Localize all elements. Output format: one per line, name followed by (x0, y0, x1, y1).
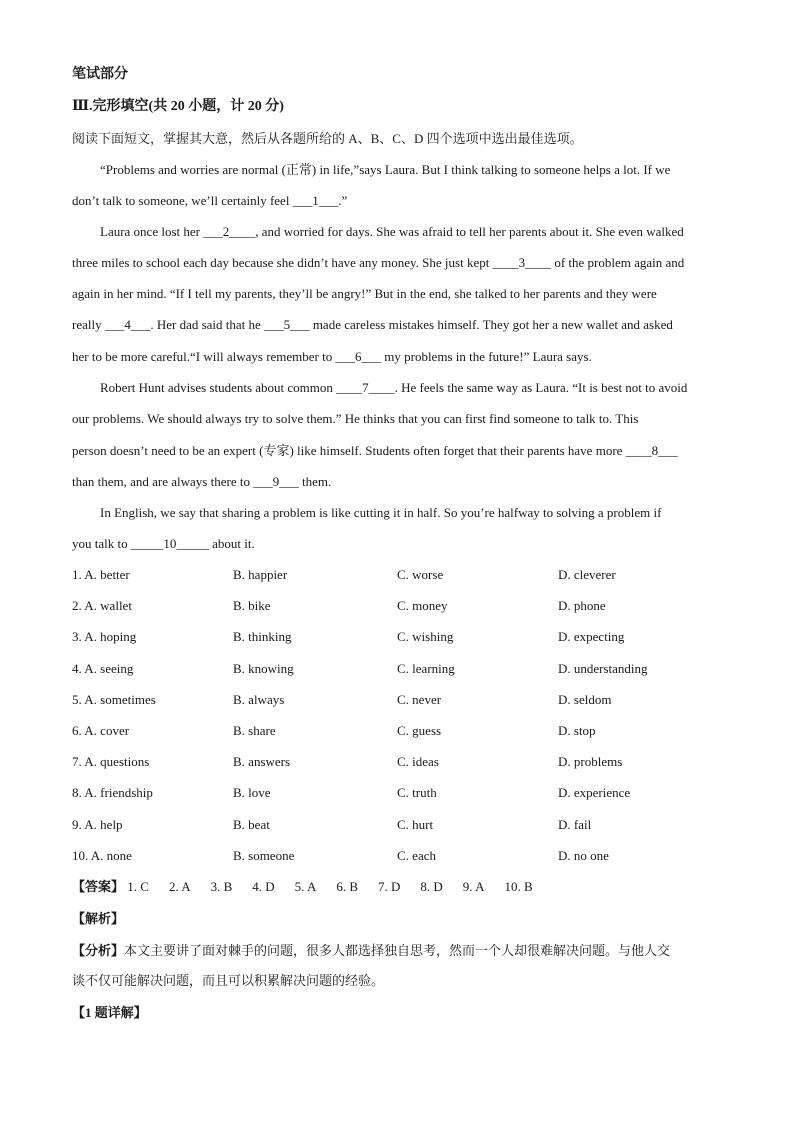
option-3-b[interactable]: B. thinking (233, 629, 292, 645)
option-1-c[interactable]: C. worse (397, 567, 444, 582)
passage-text: than them, and are always there to (72, 474, 254, 489)
option-1-d[interactable]: D. cleverer (558, 567, 616, 582)
option-6-c[interactable]: C. guess (397, 723, 442, 738)
option-10-d[interactable]: D. no one (558, 847, 609, 863)
option-9-d[interactable]: D. fail (558, 816, 592, 832)
option-2-c[interactable]: C. money (397, 598, 448, 614)
passage-text: person doesn’t need to be an expert (专家) like himself. Students often forget that their parents have more (72, 443, 626, 458)
passage-line (72, 285, 657, 303)
option-8-d[interactable]: D. experience (558, 785, 631, 801)
option-6-b[interactable]: B. share (233, 723, 276, 738)
passage-text: . Her dad said that he (150, 317, 265, 332)
answer-item: 7. D (378, 879, 401, 894)
option-5-a[interactable]: 5. A. sometimes (72, 691, 156, 707)
option-8-c[interactable]: C. truth (397, 785, 437, 801)
answer-item: 4. D (252, 879, 275, 894)
option-7-d[interactable]: D. problems (558, 754, 623, 770)
option-5-d[interactable]: D. seldom (558, 691, 612, 707)
passage-text: , and worried for days. She was afraid to tell her parents about it. She even walked (255, 224, 684, 239)
passage-text: .” (338, 193, 348, 208)
option-2-a[interactable]: 2. A. wallet (72, 598, 132, 614)
passage-line (72, 410, 638, 428)
option-5-c[interactable]: C. never (397, 691, 442, 707)
option-6-a[interactable]: 6. A. cover (72, 723, 130, 738)
section-title: 笔试部分 (72, 67, 128, 82)
analysis-text-1: 本文主要讲了面对棘手的问题，很多人都选择独自思考，然而一个人却很难解决问题。与他人交 (124, 943, 671, 958)
passage-line (72, 473, 331, 491)
answer-item: 8. D (420, 879, 443, 894)
option-7-a[interactable]: 7. A. questions (72, 754, 150, 770)
passage-line (100, 379, 687, 397)
passage-text: you talk to (72, 536, 131, 551)
analysis-line-1 (72, 942, 670, 960)
passage-line (72, 316, 673, 334)
passage-text: made careless mistakes himself. They got her a new wallet and asked (309, 317, 673, 332)
option-4-d[interactable]: D. understanding (558, 660, 648, 676)
blank-field[interactable]: ____7____ (336, 380, 395, 395)
blank-field[interactable]: ___9___ (253, 474, 299, 489)
answer-item: 6. B (336, 879, 359, 894)
option-9-a[interactable]: 9. A. help (72, 816, 123, 832)
passage-text: “Problems and worries are normal (正常) in life,”says Laura. But I think talking to someone helps a lot. If we (100, 162, 671, 177)
option-1-b[interactable]: B. happier (233, 567, 288, 582)
option-10-b[interactable]: B. someone (233, 847, 295, 863)
passage-text: really (72, 317, 105, 332)
option-9-b[interactable]: B. beat (233, 816, 270, 832)
passage-text: . He feels the same way as Laura. “It is best not to avoid (394, 380, 688, 395)
passage-text: our problems. We should always try to solve them.” He thinks that you can first find someone to talk to. This (72, 411, 639, 426)
passage-text: In English, we say that sharing a problem is like cutting it in half. So you’re halfway to solving a problem if (100, 505, 662, 520)
option-7-c[interactable]: C. ideas (397, 754, 439, 770)
blank-field[interactable]: ___1___ (292, 193, 339, 208)
part-title: Ⅲ.完形填空(共 20 小题，计 20 分) (72, 99, 284, 114)
option-7-b[interactable]: B. answers (233, 754, 291, 770)
passage-text: again in her mind. “If I tell my parents, they’ll be angry!” But in the end, she talked to her parents and they were (72, 286, 657, 301)
passage-line (72, 535, 255, 553)
passage-text: her to be more careful.“I will always remember to (72, 349, 336, 364)
passage-text: Laura once lost her (100, 224, 204, 239)
option-9-c[interactable]: C. hurt (397, 816, 434, 832)
answer-list (127, 879, 552, 894)
passage-text: Robert Hunt advises students about common (100, 380, 337, 395)
option-3-a[interactable]: 3. A. hoping (72, 629, 137, 645)
detail-label: 【1 题详解】 (72, 1005, 147, 1020)
passage-text: three miles to school each day because she didn’t have any money. She just kept (72, 255, 493, 270)
answer-label: 【答案】 (72, 879, 125, 894)
option-8-a[interactable]: 8. A. friendship (72, 785, 153, 801)
passage-line (72, 254, 684, 272)
analysis-tag: 【分析】 (72, 943, 125, 958)
passage-text: them. (298, 474, 332, 489)
answer-item: 5. A (294, 879, 317, 894)
analysis-label: 【解析】 (72, 911, 125, 926)
option-10-c[interactable]: C. each (397, 847, 436, 863)
answer-item: 2. A (168, 879, 191, 894)
option-4-a[interactable]: 4. A. seeing (72, 660, 134, 676)
blank-field[interactable]: ___4___ (104, 317, 151, 332)
option-4-c[interactable]: C. learning (397, 660, 455, 676)
answer-item: 3. B (210, 879, 233, 894)
passage-text: my problems in the future!” Laura says. (381, 349, 592, 364)
passage-line (72, 442, 678, 460)
blank-field[interactable]: ____8___ (625, 443, 678, 458)
blank-field[interactable]: _____10_____ (130, 536, 209, 551)
blank-field[interactable]: ___2____ (203, 224, 256, 239)
option-1-a[interactable]: 1. A. better (72, 567, 130, 582)
passage-line (100, 161, 670, 179)
option-6-d[interactable]: D. stop (558, 723, 596, 738)
option-3-c[interactable]: C. wishing (397, 629, 454, 645)
option-10-a[interactable]: 10. A. none (72, 847, 132, 863)
passage-text: don’t talk to someone, we’ll certainly feel (72, 193, 293, 208)
option-8-b[interactable]: B. love (233, 785, 271, 801)
passage-text: of the problem again and (551, 255, 685, 270)
answer-line (72, 878, 553, 896)
answer-item: 9. A (462, 879, 485, 894)
option-3-d[interactable]: D. expecting (558, 629, 625, 645)
option-4-b[interactable]: B. knowing (233, 660, 294, 676)
answer-item: 1. C (127, 879, 149, 894)
answer-item: 10. B (504, 879, 533, 894)
passage-line (72, 192, 347, 210)
option-5-b[interactable]: B. always (233, 691, 285, 707)
passage-line (100, 223, 684, 241)
option-2-d[interactable]: D. phone (558, 598, 606, 614)
blank-field[interactable]: ____3____ (492, 255, 552, 270)
passage-line (72, 348, 592, 366)
analysis-line-2: 谈不仅可能解决问题，而且可以积累解决问题的经验。 (72, 973, 385, 988)
instruction: 阅读下面短文，掌握其大意，然后从各题所给的 A、B、C、D 四个选项中选出最佳选项。 (72, 131, 583, 146)
blank-field[interactable]: ___6___ (335, 349, 381, 364)
passage-text: about it. (208, 536, 255, 551)
passage-line (100, 504, 661, 522)
blank-field[interactable]: ___5___ (264, 317, 310, 332)
option-2-b[interactable]: B. bike (233, 598, 271, 614)
